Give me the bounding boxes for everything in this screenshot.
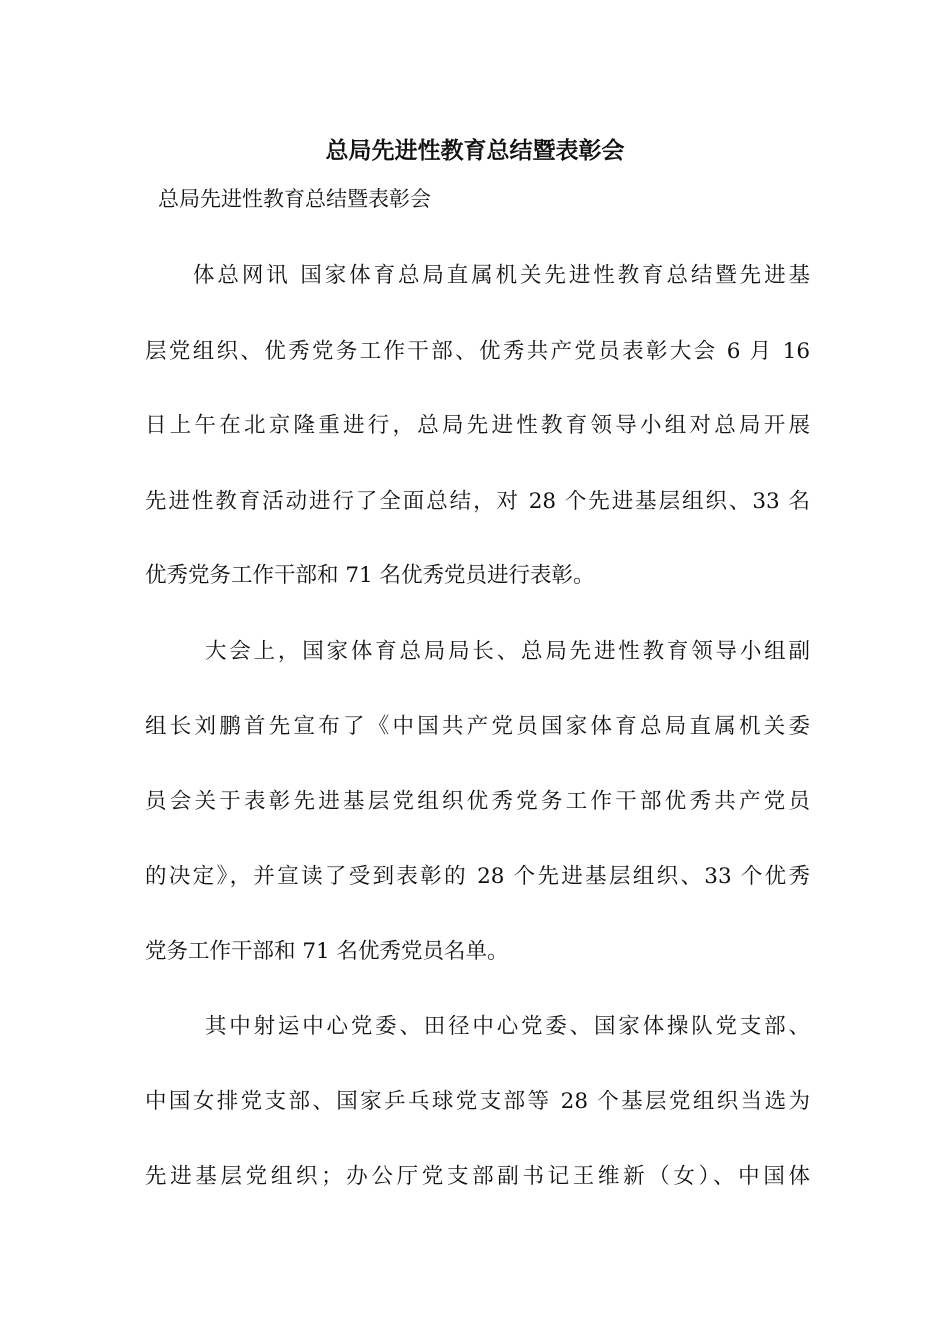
paragraph-line: 先进性教育活动进行了全面总结，对 28 个先进基层组织、33 名 xyxy=(145,489,810,514)
paragraph-line: 其中射运中心党委、田径中心党委、国家体操队党支部、 xyxy=(205,1014,810,1039)
paragraph-line: 体总网讯 国家体育总局直属机关先进性教育总结暨先进基 xyxy=(193,263,810,288)
paragraph-line: 中国女排党支部、国家乒乓球党支部等 28 个基层党组织当选为 xyxy=(145,1089,810,1114)
paragraph-line: 员会关于表彰先进基层党组织优秀党务工作干部优秀共产党员 xyxy=(145,789,810,814)
paragraph-line: 层党组织、优秀党务工作干部、优秀共产党员表彰大会 6 月 16 xyxy=(145,339,810,364)
paragraph-line: 组长刘鹏首先宣布了《中国共产党员国家体育总局直属机关委 xyxy=(145,714,810,739)
paragraph-line: 先进基层党组织；办公厅党支部副书记王维新（女）、中国体 xyxy=(145,1164,810,1189)
paragraph-line: 大会上，国家体育总局局长、总局先进性教育领导小组副 xyxy=(205,639,810,664)
document-title: 总局先进性教育总结暨表彰会 xyxy=(325,137,625,164)
paragraph-line: 优秀党务工作干部和 71 名优秀党员进行表彰。 xyxy=(145,563,595,588)
paragraph-line: 党务工作干部和 71 名优秀党员名单。 xyxy=(145,939,509,964)
paragraph-line: 的决定》，并宣读了受到表彰的 28 个先进基层组织、33 个优秀 xyxy=(145,864,810,889)
paragraph-line: 日上午在北京隆重进行，总局先进性教育领导小组对总局开展 xyxy=(145,413,810,438)
document-subtitle: 总局先进性教育总结暨表彰会 xyxy=(158,187,431,211)
